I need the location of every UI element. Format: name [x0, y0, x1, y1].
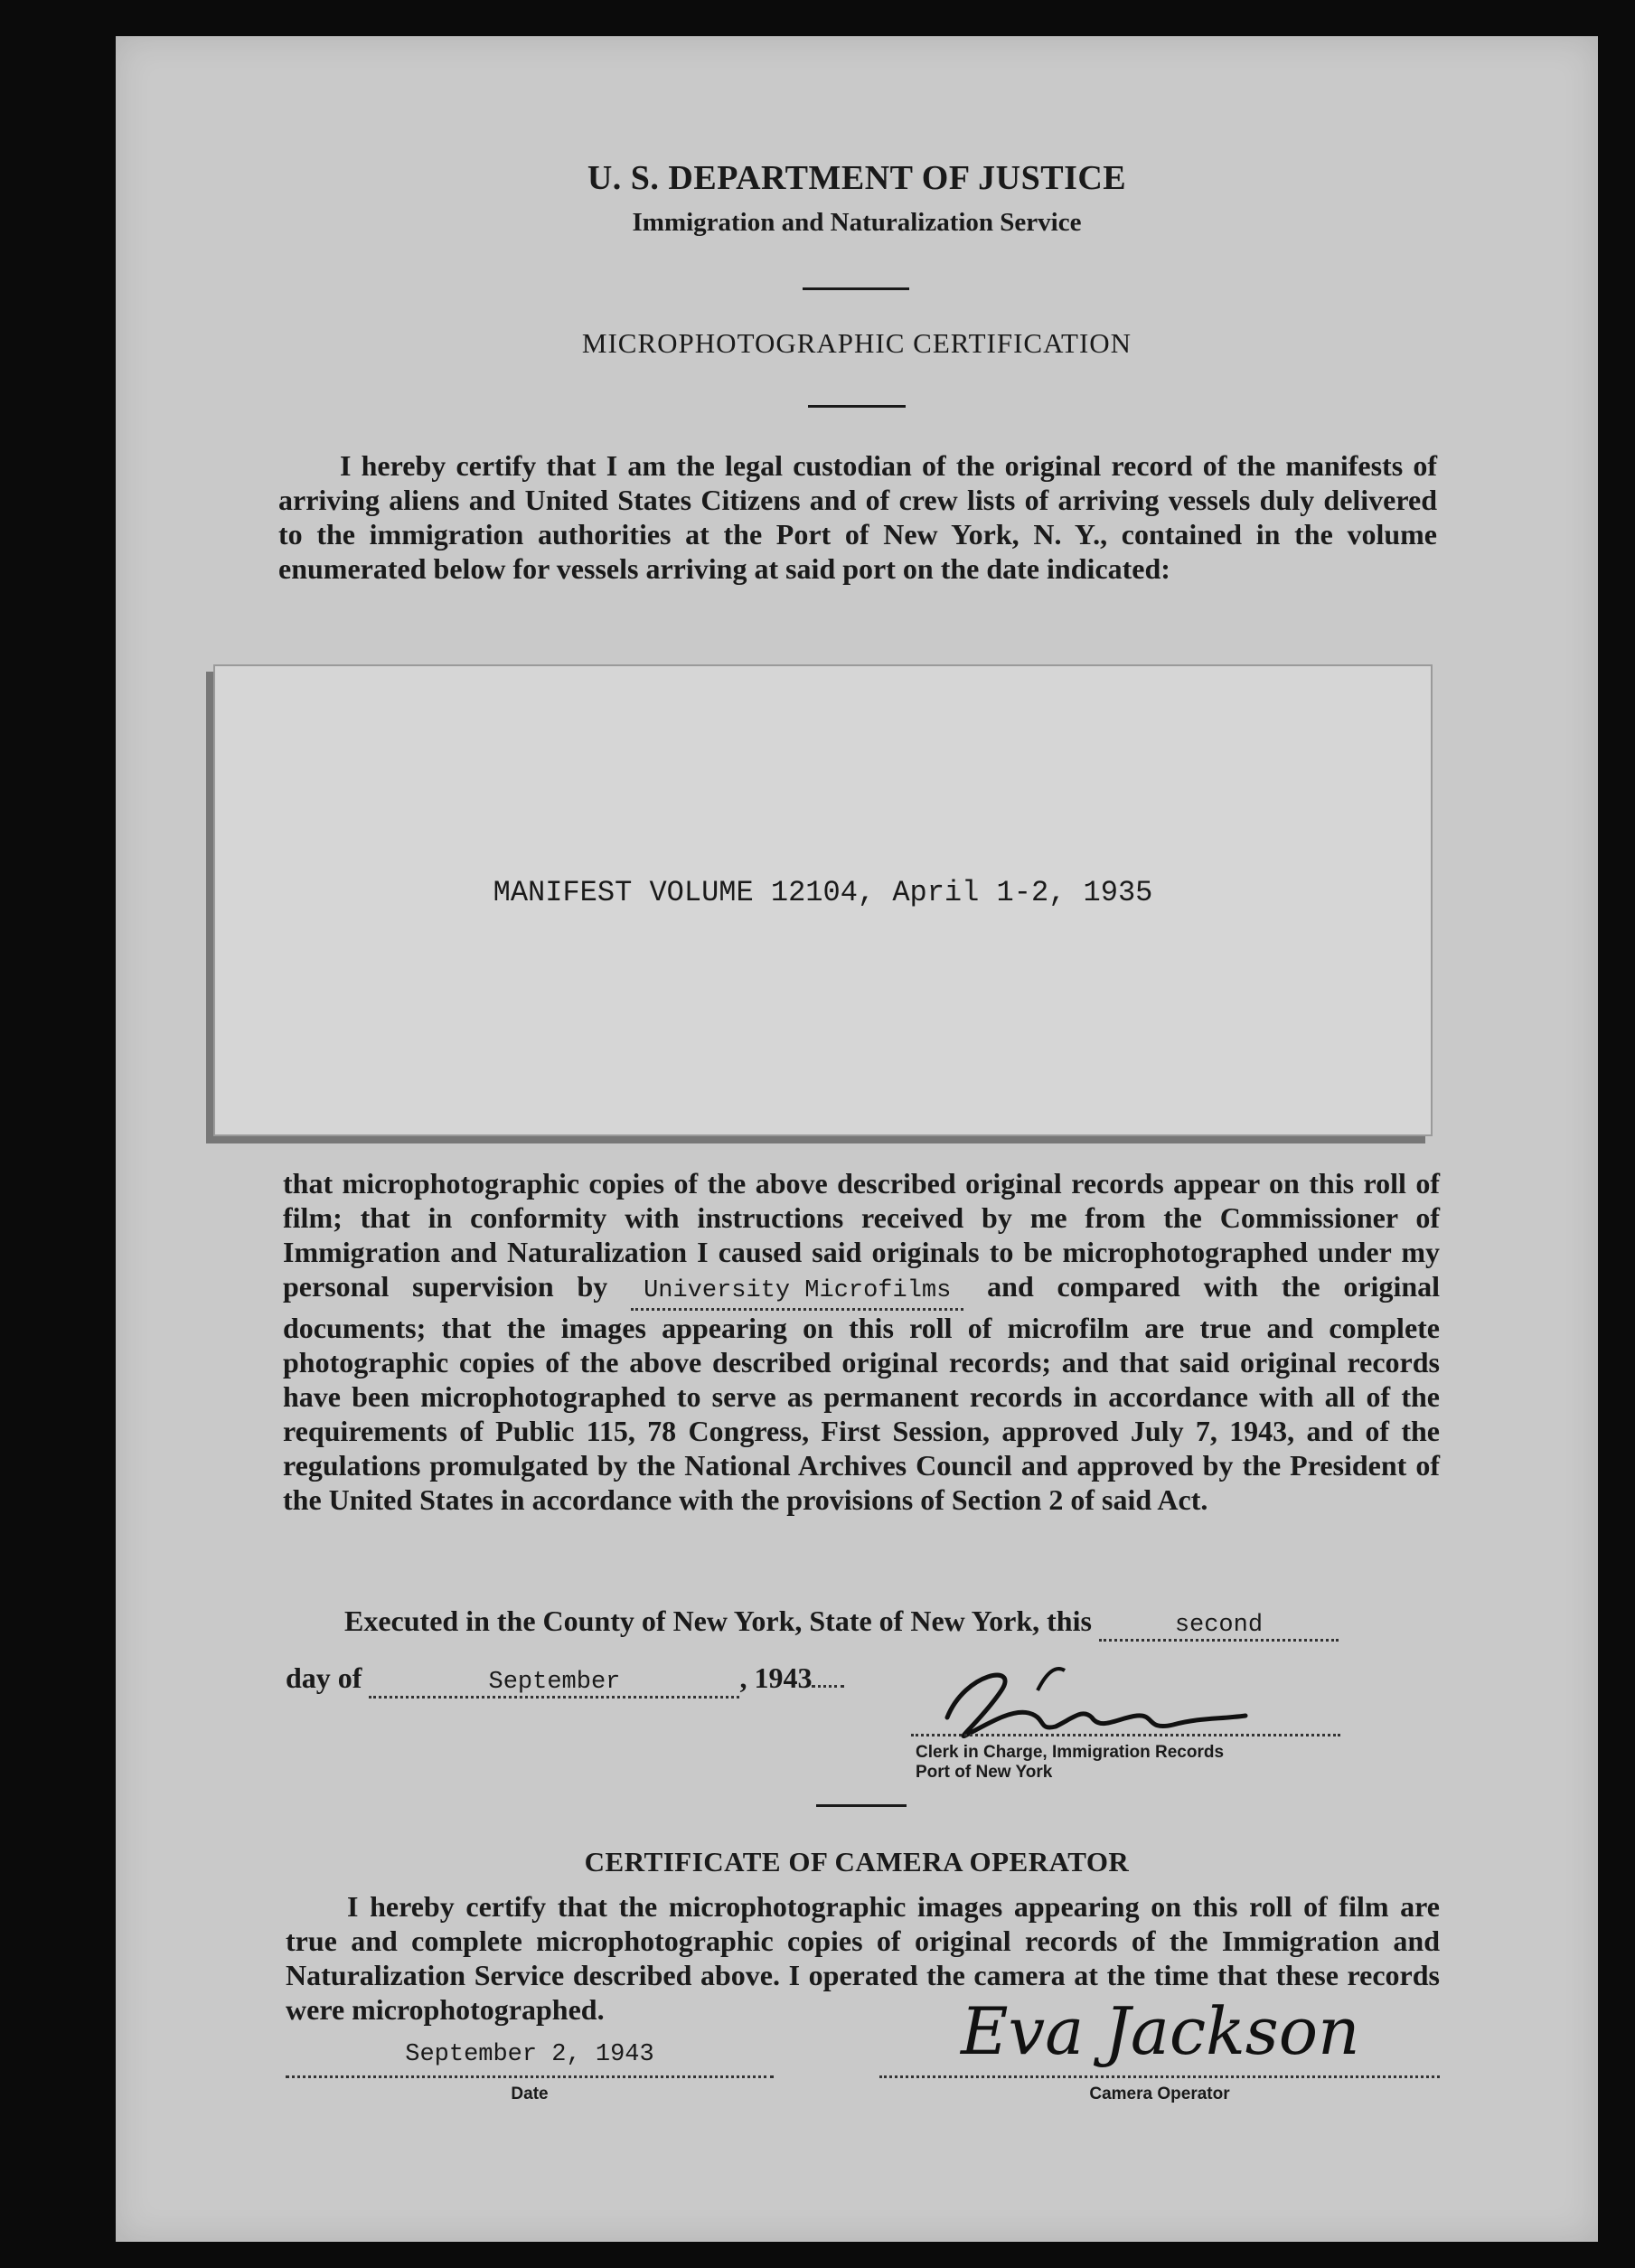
- execution-prefix: Executed in the County of New York, State of New York, this: [344, 1605, 1092, 1637]
- body-text-after: and compared with the original documents; that the images appearing on this roll of microfilm are true and complete photographic copies of the above described original records; and that said original records have been microphotographed to serve as permanent records in accordance with all of the requirements of Public 115, 78 Congress, First Session, approved July 7, 1943, and of the regulations promulgated by the National Archives Council and approved by the President of the United States in accordance with the provisions of Section 2 of said Act.: [283, 1270, 1441, 1516]
- intro-text: I hereby certify that I am the legal custodian of the original record of the manifests of arriving aliens and United States Citizens and of crew lists of arriving vessels duly delivered to the immigration authorities at the Port of New York, N. Y., contained in the volume enumerated below for vessels arriving at said port on the date indicated:: [278, 449, 1437, 585]
- service-subtitle: Immigration and Naturalization Service: [632, 208, 1082, 237]
- day-value: second: [1174, 1612, 1264, 1639]
- clerk-title: [916, 1743, 1224, 1783]
- clerk-signature-line: [911, 1734, 1340, 1736]
- date-label: Date: [511, 2084, 549, 2103]
- body-paragraph: [283, 1166, 1440, 1517]
- section-heading: MICROPHOTOGRAPHIC CERTIFICATION: [581, 327, 1132, 359]
- clerk-title-line-2: Port of New York: [916, 1763, 1053, 1782]
- date-line: [286, 2075, 774, 2078]
- operator-label: Camera Operator: [1089, 2084, 1230, 2103]
- execution-line-2: [286, 1661, 844, 1699]
- volume-card: [213, 664, 1433, 1136]
- divider-top: [803, 287, 909, 290]
- clerk-title-line-1: Clerk in Charge, Immigration Records: [916, 1743, 1225, 1762]
- date-value: September 2, 1943: [405, 2041, 654, 2068]
- divider-camera: [816, 1804, 907, 1807]
- day-field: [1099, 1605, 1339, 1642]
- divider-second: [808, 405, 906, 408]
- month-value: September: [488, 1669, 621, 1696]
- year-dots: [812, 1685, 844, 1688]
- manifest-volume-text: MANIFEST VOLUME 12104, April 1-2, 1935: [493, 876, 1153, 909]
- operator-signature: Eva Jackson: [961, 1993, 1360, 2069]
- photographer-value: University Microfilms: [644, 1277, 952, 1304]
- operator-signature-line: [879, 2075, 1440, 2078]
- month-field: [369, 1661, 739, 1699]
- intro-paragraph: [278, 448, 1437, 586]
- certificate-page: [116, 36, 1598, 2242]
- department-title: U. S. DEPARTMENT OF JUSTICE: [587, 159, 1127, 197]
- camera-text: I hereby certify that the microphotographic images appearing on this roll of film are true and complete microphotographic copies of original records of the Immigration and Naturalization Service described above. I operated the camera at the time that these records were microphotographed.: [286, 1890, 1440, 2026]
- year-value: , 1943: [739, 1661, 813, 1694]
- photographer-field: [631, 1269, 963, 1311]
- camera-heading: CERTIFICATE OF CAMERA OPERATOR: [584, 1846, 1130, 1877]
- day-of-label: day of: [286, 1661, 362, 1694]
- execution-line-1: [344, 1605, 1440, 1642]
- body-text-before: that microphotographic copies of the above described original records appear on this roll of film; that in conformity with instructions received by me from the Commissioner of Immigration and Naturalization I caused said originals to be microphotographed under my personal supervision by: [283, 1167, 1440, 1303]
